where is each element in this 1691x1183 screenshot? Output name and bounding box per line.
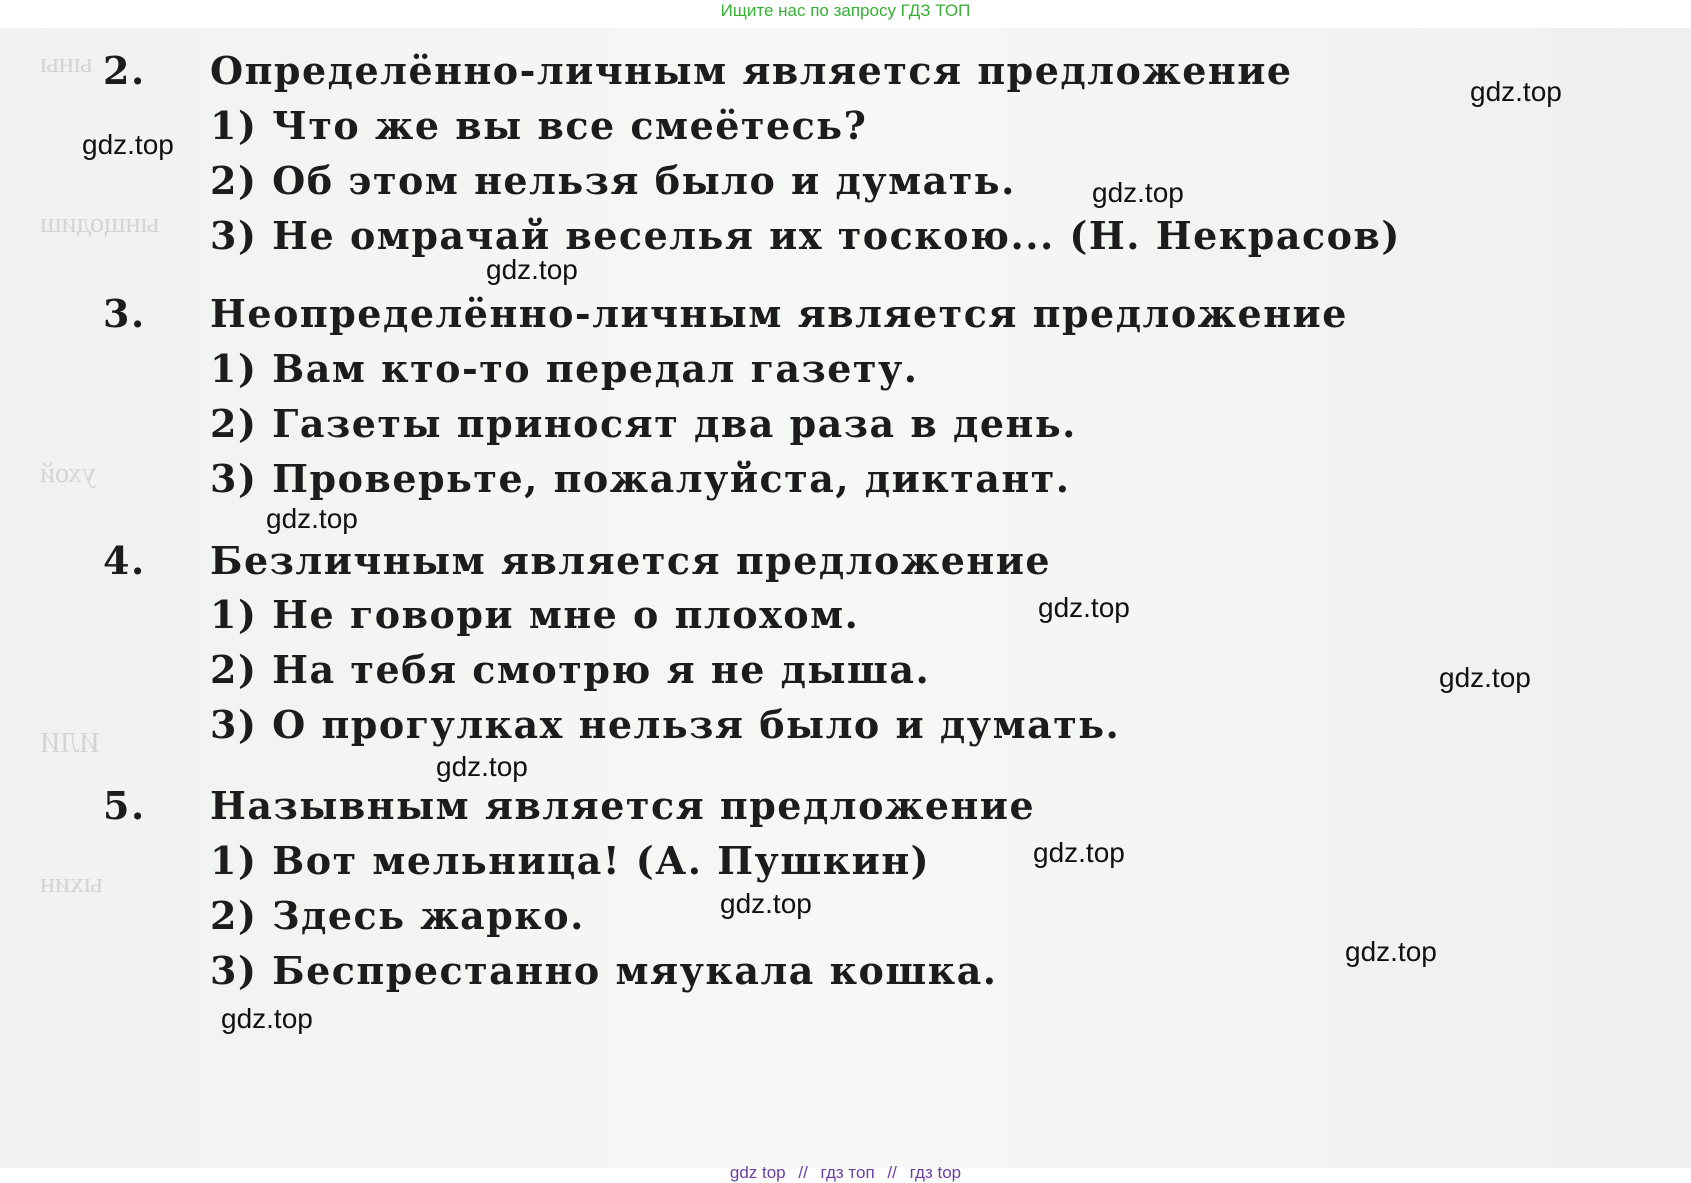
footer-separator: // (887, 1163, 897, 1182)
answer-option-2: 2) Газеты приносят два раза в день. (210, 401, 1077, 446)
watermark-text: gdz.top (486, 254, 578, 285)
watermark-text: gdz.top (1345, 936, 1437, 967)
answer-option-1: 1) Вам кто-то передал газету. (210, 346, 919, 391)
answer-option-3: 3) Проверьте, пожалуйста, диктант. (210, 456, 1071, 501)
question-text: Определённо-личным является предложение (210, 48, 1293, 93)
watermark-text: gdz.top (266, 503, 358, 534)
watermark-text: gdz.top (720, 888, 812, 919)
watermark-text: gdz.top (436, 751, 528, 782)
answer-option-1: 1) Не говори мне о плохом. (210, 592, 860, 637)
bleed-through-text: ИЛИ (40, 728, 100, 759)
bleed-through-text: ынщодиш (40, 208, 160, 239)
answer-option-1: 1) Вот мельница! (А. Пушкин) (210, 838, 931, 883)
question-text: Назывным является предложение (210, 783, 1036, 828)
question-number: 3. (103, 291, 146, 336)
footer-link[interactable]: гдз топ (820, 1163, 875, 1182)
watermark-text: gdz.top (82, 129, 174, 160)
watermark-text: gdz.top (1470, 76, 1562, 107)
question-text: Безличным является предложение (210, 538, 1052, 583)
header-banner[interactable]: Ищите нас по запросу ГДЗ ТОП (720, 1, 971, 20)
answer-option-2: 2) На тебя смотрю я не дыша. (210, 647, 931, 692)
answer-option-2: 2) Здесь жарко. (210, 893, 585, 938)
bleed-through-text: ыхин (40, 868, 103, 899)
watermark-text: gdz.top (1092, 177, 1184, 208)
bleed-through-text: ыны (40, 48, 93, 79)
question-number: 5. (103, 783, 146, 828)
question-text: Неопределённо-личным является предложение (210, 291, 1348, 336)
watermark-text: gdz.top (1439, 662, 1531, 693)
footer-link[interactable]: гдз top (909, 1163, 962, 1182)
question-number: 2. (103, 48, 146, 93)
answer-option-1: 1) Что же вы все смеётесь? (210, 103, 868, 148)
answer-option-2: 2) Об этом нельзя было и думать. (210, 158, 1016, 203)
footer-banner (0, 1163, 1691, 1183)
answer-option-3: 3) Не омрачай веселья их тоскою... (Н. Некрасов) (210, 213, 1401, 258)
watermark-text: gdz.top (1038, 592, 1130, 623)
footer-separator: // (798, 1163, 808, 1182)
bleed-through-text: ухой (40, 458, 96, 489)
watermark-text: gdz.top (221, 1003, 313, 1034)
watermark-text: gdz.top (1033, 837, 1125, 868)
answer-option-3: 3) О прогулках нельзя было и думать. (210, 702, 1121, 747)
footer-link[interactable]: gdz top (729, 1163, 786, 1182)
answer-option-3: 3) Беспрестанно мяукала кошка. (210, 948, 998, 993)
question-number: 4. (103, 538, 146, 583)
